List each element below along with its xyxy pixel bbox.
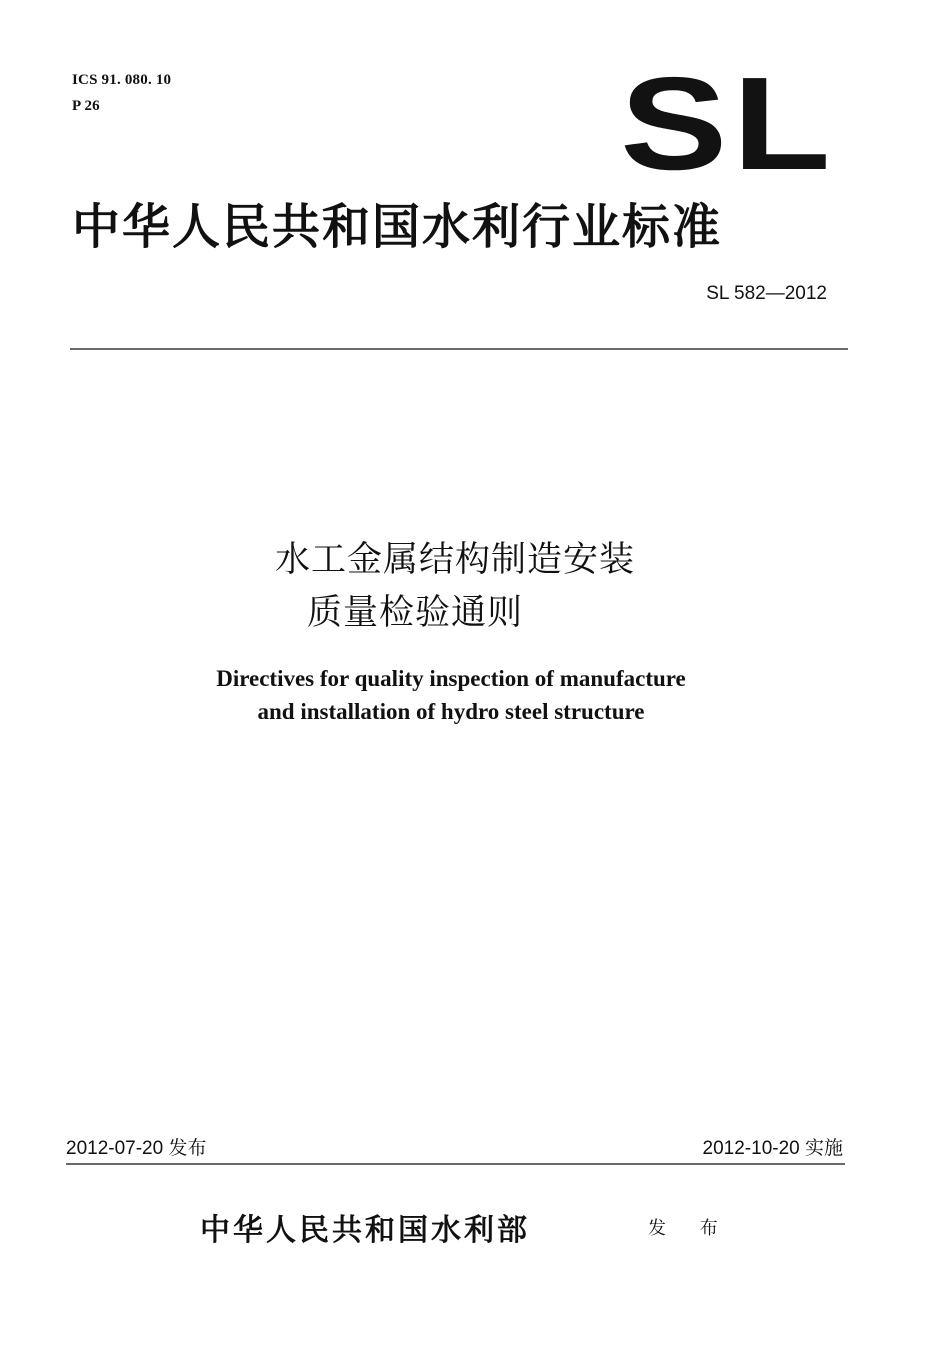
- ics-code: ICS 91. 080. 10: [72, 72, 172, 88]
- chinese-title-line-2: 质量检验通则: [306, 593, 523, 633]
- category-code: P 26: [72, 98, 100, 114]
- implementation-date: 2012-10-20 实施: [702, 1138, 843, 1159]
- top-divider: [70, 348, 848, 350]
- sl-logo: SL: [620, 50, 836, 197]
- ministry-standard-title: 中华人民共和国水利行业标准: [72, 199, 723, 255]
- chinese-title-line-1: 水工金属结构制造安装: [274, 540, 635, 580]
- standard-number: SL 582—2012: [706, 283, 827, 304]
- english-title-line-2: and installation of hydro steel structure: [257, 699, 645, 724]
- issuer-name: 中华人民共和国水利部: [200, 1213, 530, 1248]
- bottom-divider: [66, 1163, 845, 1165]
- issue-date: 2012-07-20 发布: [66, 1138, 207, 1159]
- issuer-suffix: 发 布: [648, 1218, 732, 1239]
- english-title-line-1: Directives for quality inspection of manufacture: [216, 666, 686, 691]
